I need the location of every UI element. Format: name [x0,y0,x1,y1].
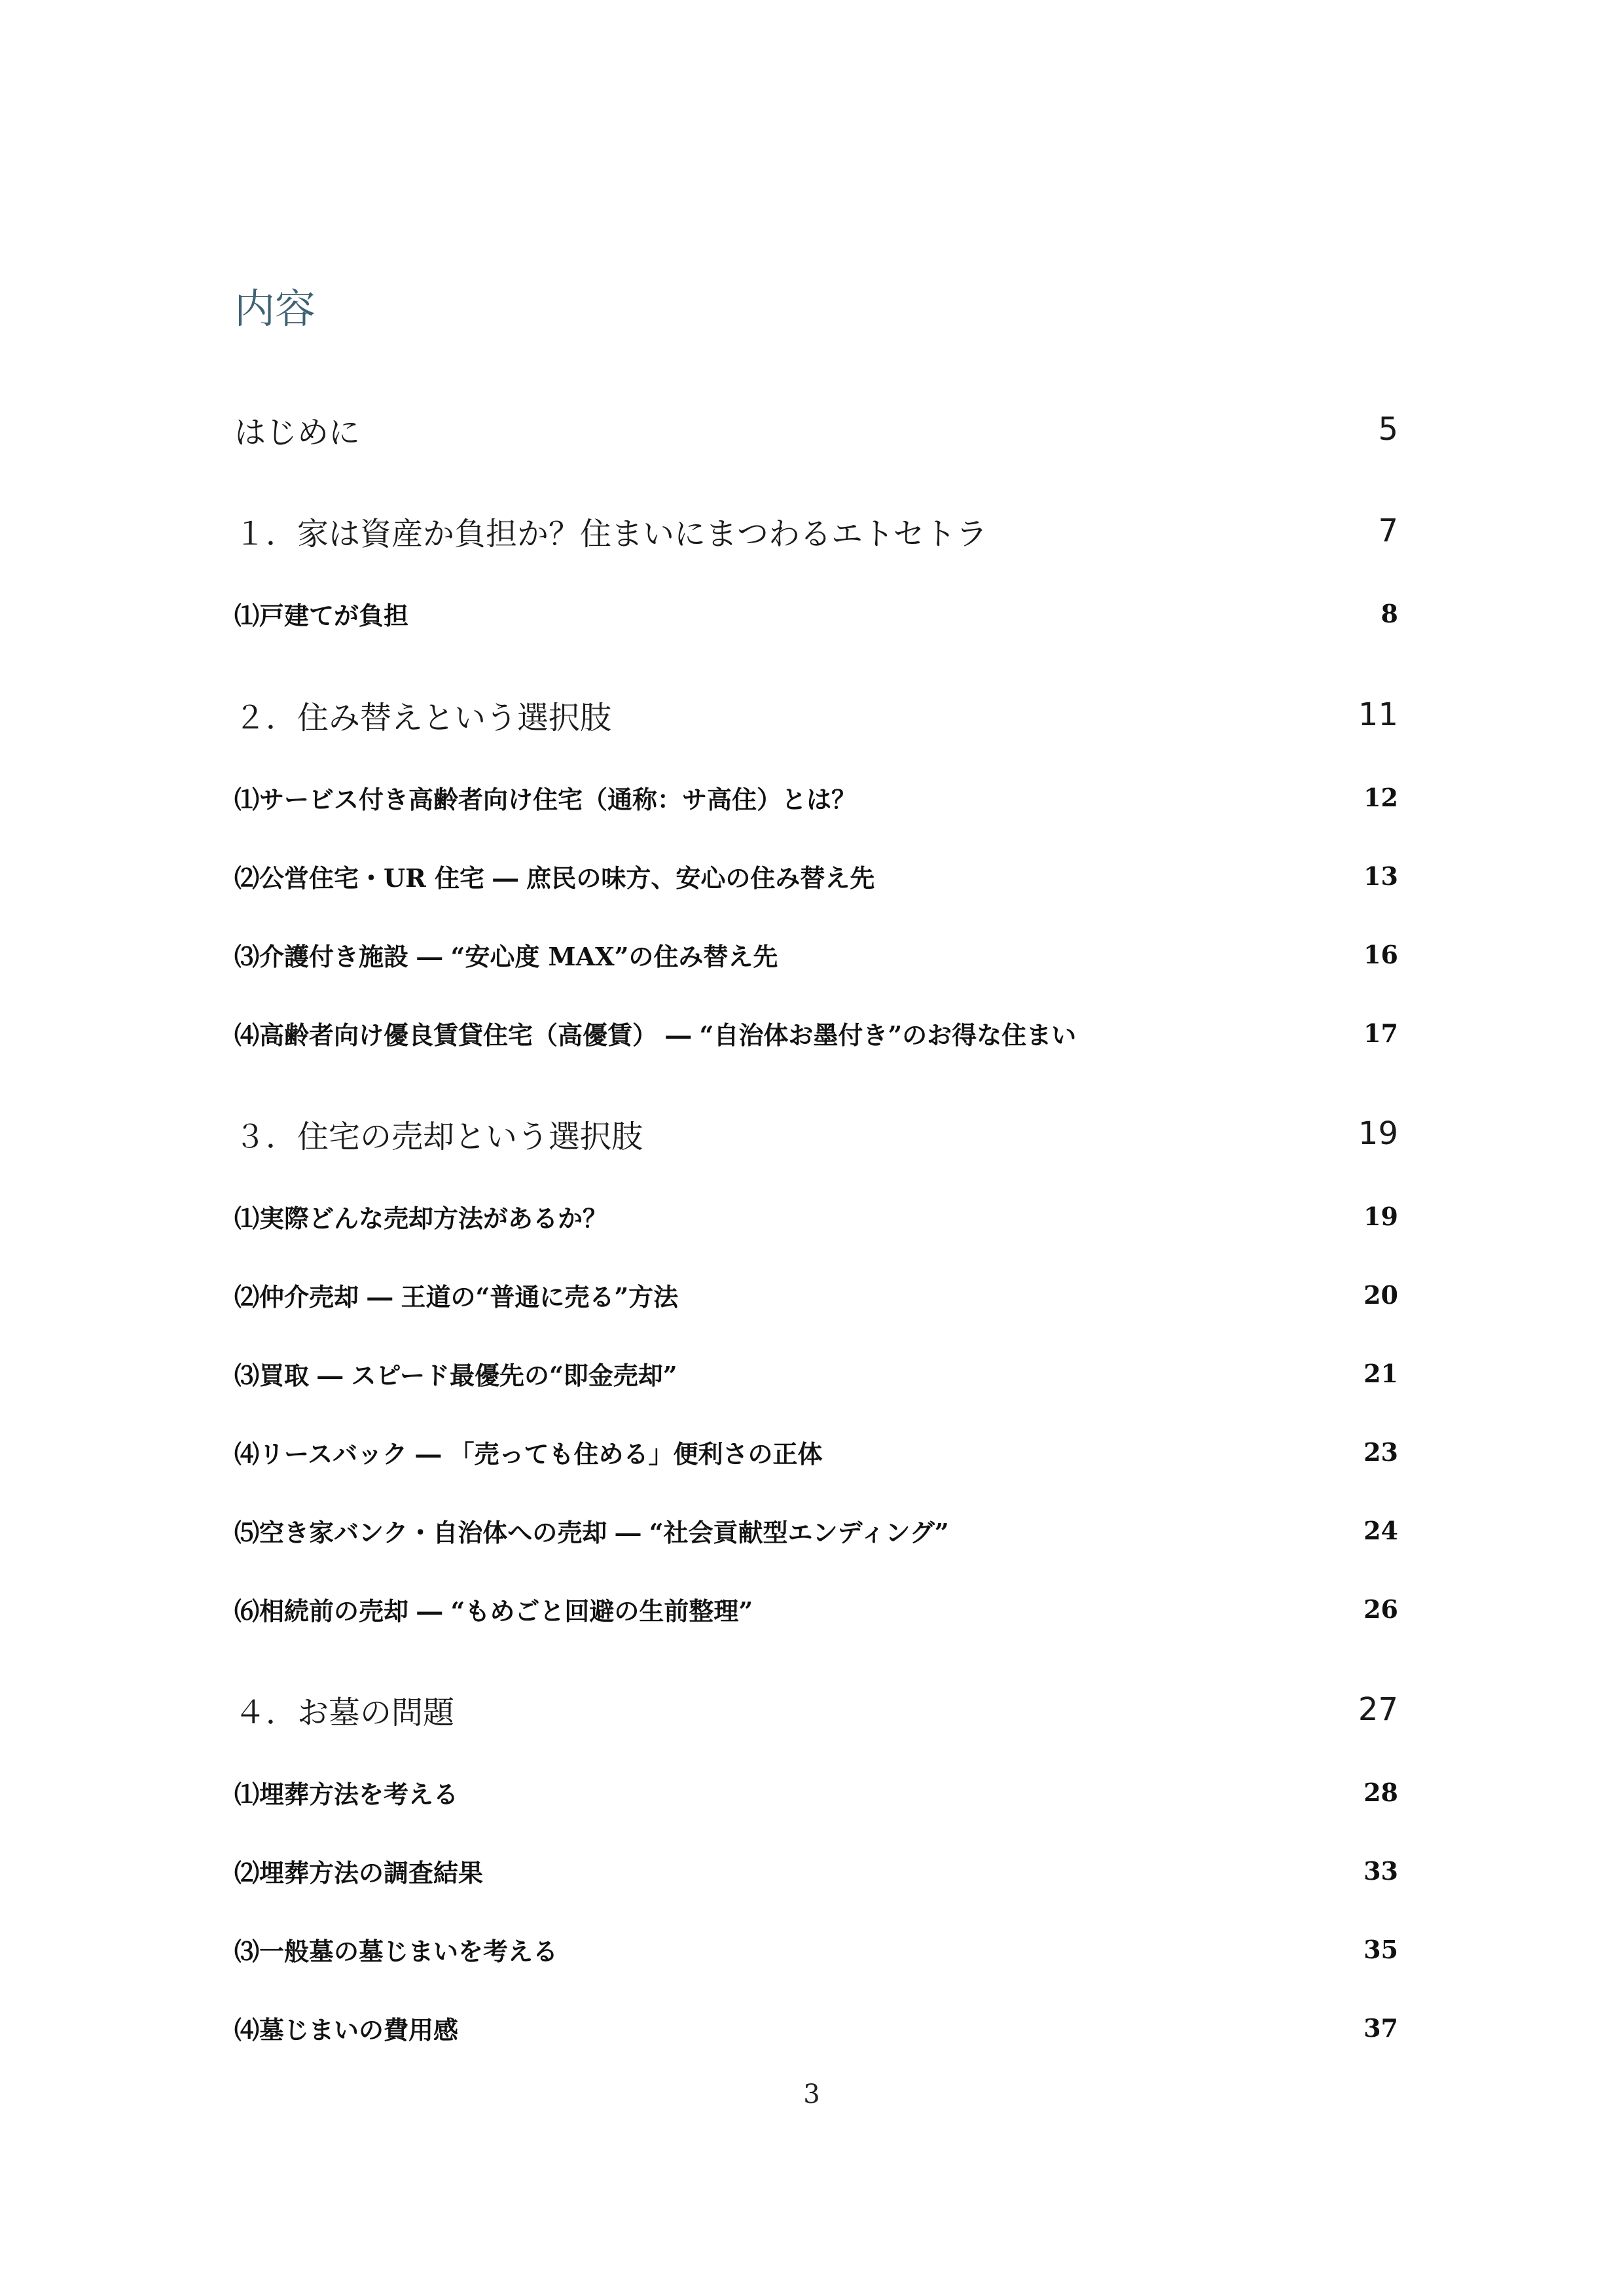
toc-entry-label: はじめに [234,414,361,451]
toc-entry[interactable] [234,403,1398,456]
toc-entry-page: 16 [1363,939,1398,969]
toc-entry-page: 37 [1363,2013,1398,2043]
toc-entry-page: 33 [1363,1856,1398,1886]
toc-entry-label: ⑴実際どんな売却方法があるか？ [234,1203,608,1233]
toc-entry-label: ⑶一般墓の墓じまいを考える [234,1936,558,1966]
toc-entry[interactable] [234,689,1398,741]
toc-entry-page: 23 [1363,1437,1398,1467]
toc-entry[interactable] [234,1107,1398,1160]
toc-entry-page: 24 [1363,1515,1398,1545]
toc-entry-label: ２．住み替えという選択肢 [234,699,612,736]
toc-entry-label: ⑴戸建てが負担 [234,600,409,630]
toc-entry[interactable] [234,1013,1398,1052]
toc-entry-label: ⑵仲介売却 ― 王道の“普通に売る”方法 [234,1282,679,1312]
toc-entry[interactable] [234,1851,1398,1890]
toc-entry-label: ３．住宅の売却という選択肢 [234,1118,643,1155]
toc-entry[interactable] [234,2008,1398,2047]
toc-entry-label: ⑵公営住宅・UR 住宅 ― 庶民の味方、安心の住み替え先 [234,863,875,893]
toc-title: 内容 [234,285,316,332]
toc-entry[interactable] [234,1432,1398,1471]
toc-entry-page: 20 [1363,1280,1398,1310]
toc-entry-page: 13 [1363,861,1398,891]
toc-entry[interactable] [234,505,1398,557]
toc-entry[interactable] [234,1929,1398,1969]
toc-entry-page: 35 [1363,1934,1398,1964]
toc-entry-label: ⑹相続前の売却 ― “もめごと回避の生前整理” [234,1596,753,1626]
toc-entry-page: 17 [1363,1018,1398,1048]
toc-entry[interactable] [234,1511,1398,1550]
toc-entry-page: 11 [1358,696,1398,733]
toc-entry-page: 28 [1363,1777,1398,1807]
page-number: 3 [803,2079,820,2109]
toc-entry[interactable] [234,856,1398,895]
toc-entry-page: 26 [1363,1594,1398,1624]
toc-entry-label: ⑶介護付き施設 ― “安心度 MAX”の住み替え先 [234,941,778,971]
toc-entry[interactable] [234,1354,1398,1393]
toc-entry[interactable] [234,1196,1398,1236]
toc-entry-label: ⑵埋葬方法の調査結果 [234,1857,484,1888]
toc-entry-label: ⑴サービス付き高齢者向け住宅（通称：サ高住）とは？ [234,784,857,814]
toc-entry[interactable] [234,1683,1398,1736]
toc-entry-label: ⑸空き家バンク・自治体への売却 ― “社会貢献型エンディング” [234,1517,949,1547]
toc-entry-page: 27 [1358,1691,1398,1728]
toc-entry-page: 19 [1358,1115,1398,1152]
toc-entry[interactable] [234,935,1398,974]
toc-entry-page: 8 [1380,598,1398,628]
toc-entry-page: 19 [1363,1201,1398,1231]
toc-entry-page: 12 [1363,782,1398,812]
toc-entry-page: 21 [1363,1358,1398,1388]
toc-entry-label: ４．お墓の問題 [234,1694,455,1731]
toc-entry[interactable] [234,594,1398,633]
toc-entry-label: ⑴埋葬方法を考える [234,1779,459,1809]
toc-entry-label: ⑷高齢者向け優良賃貸住宅（高優賃） ― “自治体お墨付き”のお得な住まい [234,1020,1077,1050]
toc-entry-label: ⑷リースバック ― 「売っても住める」便利さの正体 [234,1439,823,1469]
toc-entry[interactable] [234,778,1398,817]
toc-entry-label: ⑶買取 ― スピード最優先の“即金売却” [234,1360,677,1390]
toc-entry[interactable] [234,1589,1398,1628]
toc-entry[interactable] [234,1275,1398,1314]
toc-entry-label: ⑷墓じまいの費用感 [234,2015,459,2045]
toc-entry-page: 5 [1378,411,1398,448]
toc-entry-label: １．家は資産か負担か？住まいにまつわるエトセトラ [234,515,988,552]
toc-entry-page: 7 [1378,512,1398,549]
toc-entry[interactable] [234,1772,1398,1812]
